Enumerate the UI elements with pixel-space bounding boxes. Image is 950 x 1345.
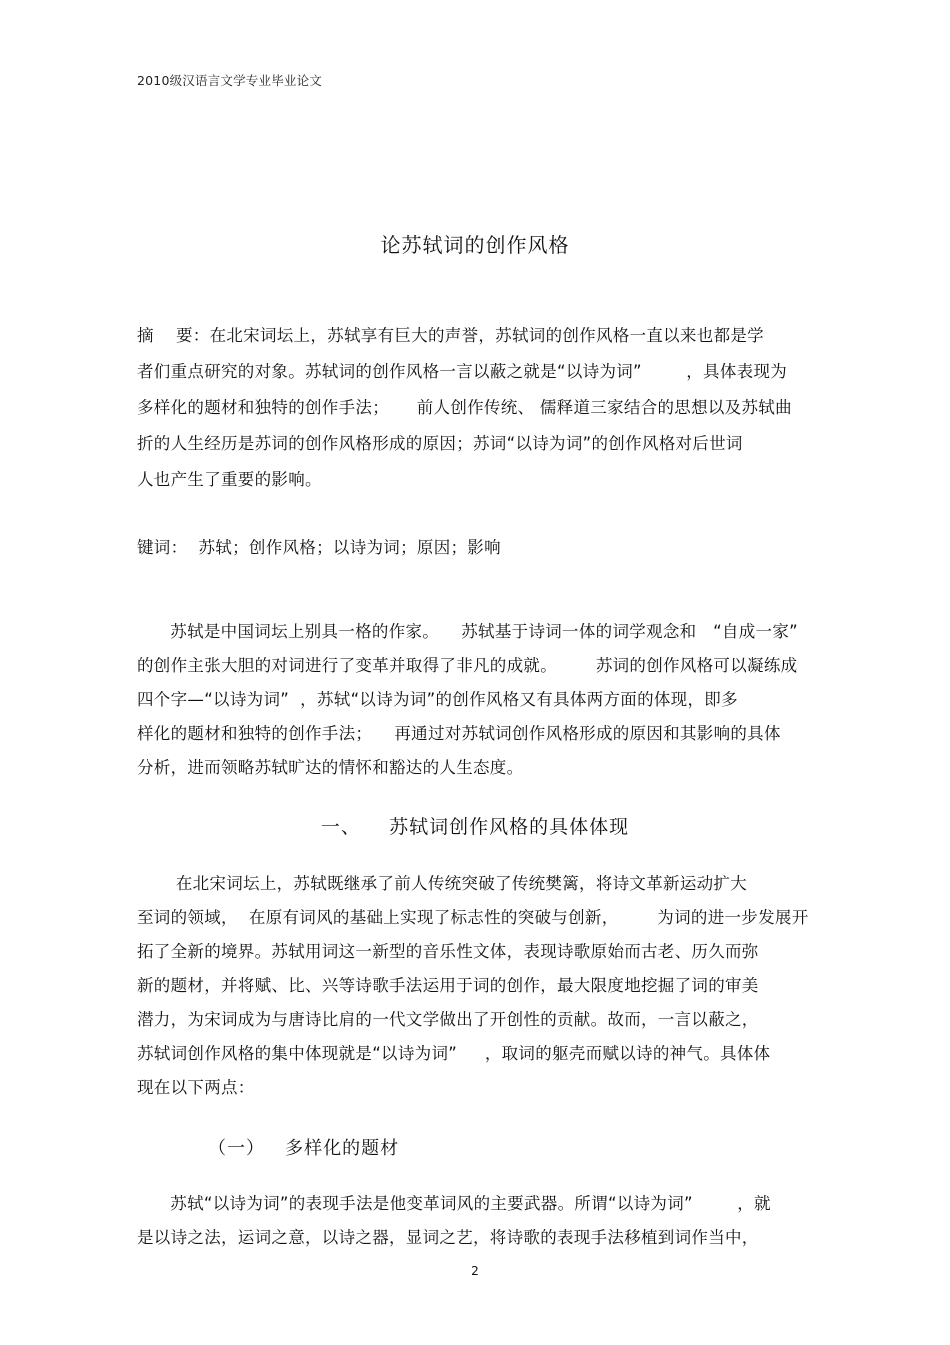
paragraph-line: 新的题材，并将赋、比、兴等诗歌手法运用于词的创作，最大限度地挖掘了词的审美 [137,976,759,995]
paragraph-line: 至词的领域， 在原有词风的基础上实现了标志性的突破与创新， 为词的进一步发展开 [137,908,809,927]
abstract-line: 折的人生经历是苏词的创作风格形成的原因；苏词“以诗为词”的创作风格对后世词 [137,434,743,453]
abstract-line: 者们重点研究的对象。苏轼词的创作风格一言以蔽之就是“以诗为词” ，具体表现为 [137,362,788,381]
section-heading: 一、 苏轼词创作风格的具体体现 [320,816,630,838]
paragraph-line: 苏轼“以诗为词”的表现手法是他变革词风的主要武器。所谓“以诗为词” ，就 [137,1194,771,1213]
running-header: 2010级汉语言文学专业毕业论文 [137,73,323,88]
abstract-line: 摘 要：在北宋词坛上，苏轼享有巨大的声誉，苏轼词的创作风格一直以来也都是学 [137,326,764,345]
abstract-line: 人也产生了重要的影响。 [137,470,322,489]
paragraph-line: 样化的题材和独特的创作手法； 再通过对苏轼词创作风格形成的原因和其影响的具体 [137,724,781,743]
paragraph-line: 苏轼是中国词坛上别具一格的作家。 苏轼基于诗词一体的词学观念和 “自成一家” [137,622,798,641]
page-number: 2 [471,1264,479,1278]
paragraph-line: 在北宋词坛上，苏轼既继承了前人传统突破了传统樊篱，将诗文革新运动扩大 [137,874,748,893]
paragraph-line: 是以诗之法，运词之意，以诗之器，显词之艺，将诗歌的表现手法移植到词作当中， [137,1228,759,1247]
paper-title: 论苏轼词的创作风格 [380,233,570,257]
paragraph-line: 苏轼词创作风格的集中体现就是“以诗为词” ，取词的躯壳而赋以诗的神气。具体体 [137,1044,771,1063]
subsection-heading: （一） 多样化的题材 [208,1138,400,1159]
paragraph-line: 现在以下两点： [137,1078,255,1097]
abstract-line: 多样化的题材和独特的创作手法； 前人创作传统、 儒释道三家结合的思想以及苏轼曲 [137,398,792,417]
paragraph-line: 潜力，为宋词成为与唐诗比肩的一代文学做出了开创性的贡献。故而，一言以蔽之， [137,1010,759,1029]
paragraph-line: 分析，进而领略苏轼旷达的情怀和豁达的人生态度。 [137,758,524,777]
paragraph-line: 的创作主张大胆的对词进行了变革并取得了非凡的成就。 苏词的创作风格可以凝练成 [137,656,798,675]
paragraph-line: 拓了全新的境界。苏轼用词这一新型的音乐性文体，表现诗歌原始而古老、历久而弥 [137,942,759,961]
keywords-line: 键词： 苏轼；创作风格；以诗为词；原因；影响 [137,538,501,557]
paragraph-line: 四个字—“以诗为词” ，苏轼“以诗为词”的创作风格又有具体两方面的体现，即多 [137,690,738,709]
